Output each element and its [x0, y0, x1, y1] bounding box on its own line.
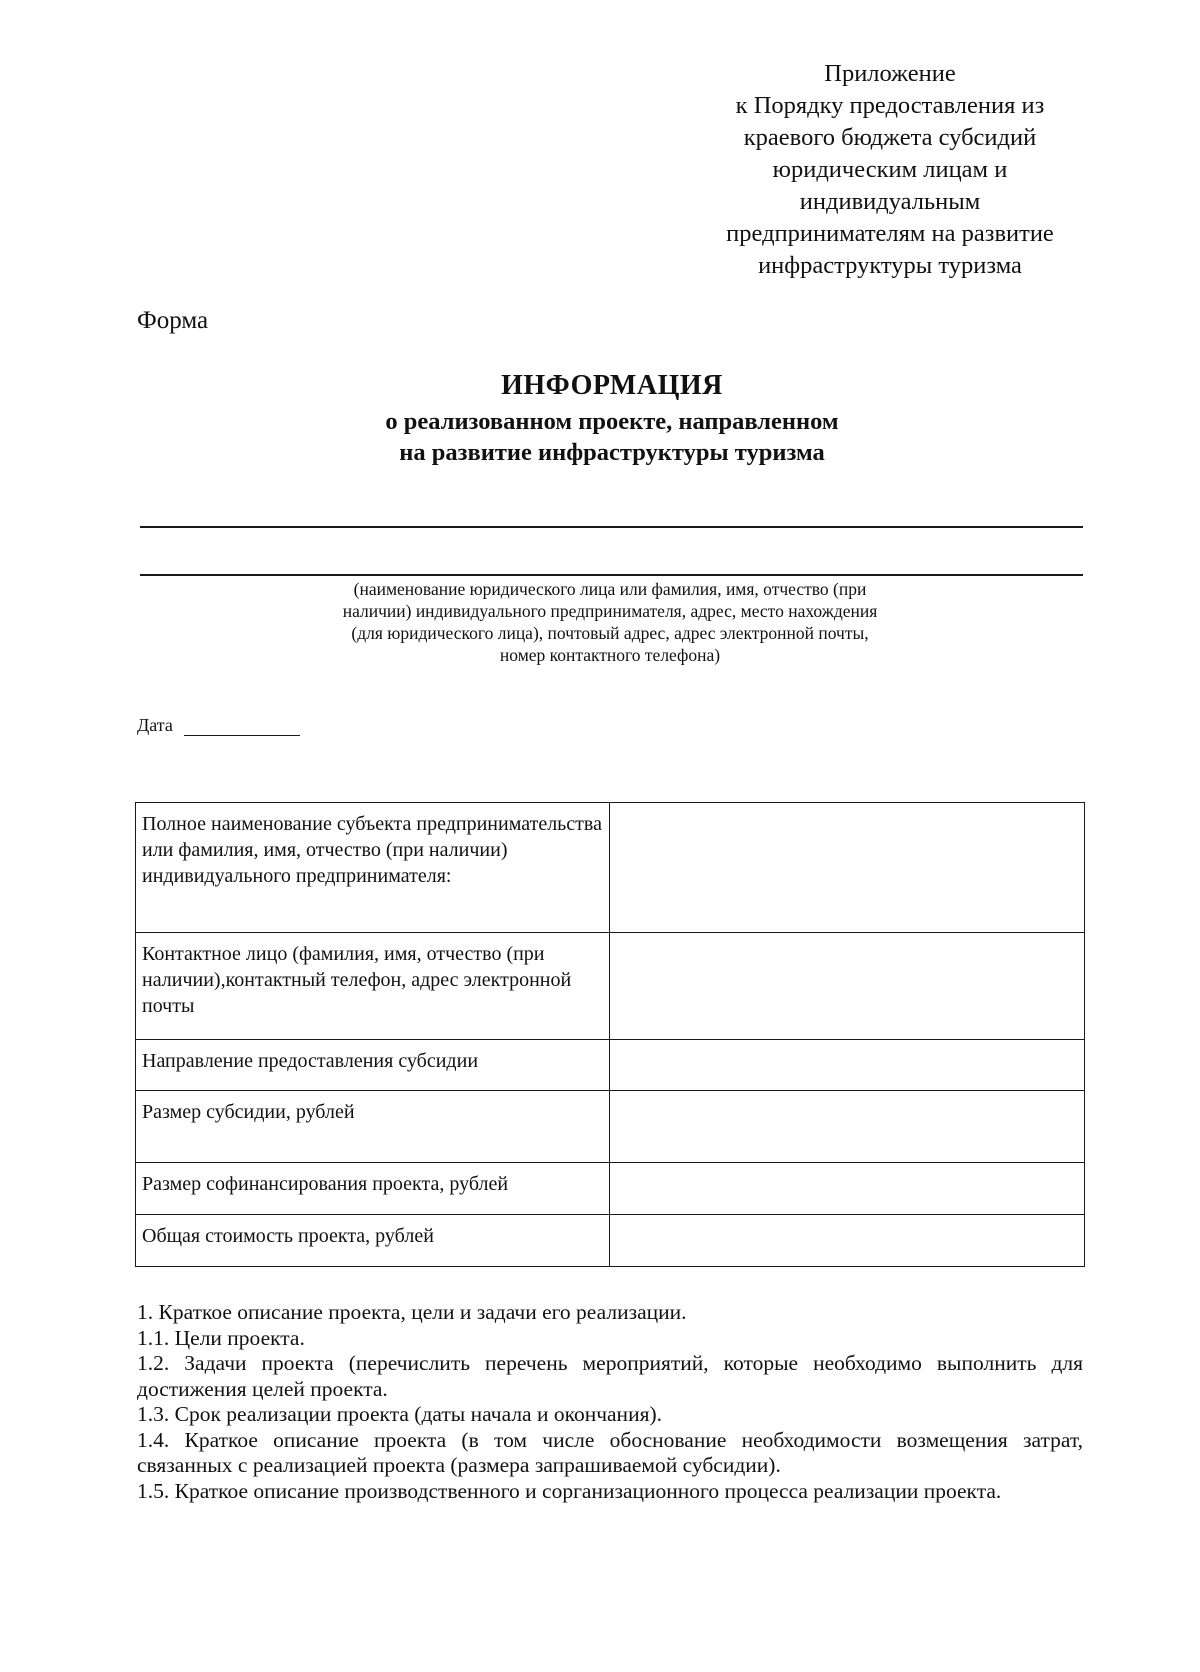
- project-info-table: [135, 802, 1085, 1267]
- list-item: 1.2. Задачи проекта (перечислить перечень мероприятий, которые необходимо выполнить для достижения целей проекта.: [137, 1351, 1083, 1401]
- row-label: Направление предоставления субсидии: [136, 1040, 610, 1091]
- project-description-list: [137, 1300, 1083, 1504]
- hint-line: (для юридического лица), почтовый адрес, адрес электронной почты,: [351, 623, 869, 643]
- row-label: Размер субсидии, рублей: [136, 1091, 610, 1163]
- document-title: ИНФОРМАЦИЯ: [501, 370, 723, 401]
- table-row: [136, 1040, 1085, 1091]
- row-value-cell[interactable]: [610, 1091, 1085, 1163]
- table-row: [136, 1163, 1085, 1215]
- list-item: 1.1. Цели проекта.: [137, 1325, 305, 1350]
- subtitle-line-1: о реализованном проекте, направленном: [385, 408, 839, 435]
- list-item: 1. Краткое описание проекта, цели и задачи его реализации.: [137, 1300, 687, 1324]
- date-label: Дата: [137, 715, 173, 735]
- list-item: 1.5. Краткое описание производственного и сорганизационного процесса реализации проекта.: [137, 1478, 1002, 1503]
- appendix-header: [680, 58, 1100, 282]
- appendix-line: Приложение: [824, 60, 956, 87]
- hint-line: номер контактного телефона): [499, 645, 721, 665]
- row-label: Размер софинансирования проекта, рублей: [136, 1163, 610, 1215]
- row-label: Контактное лицо (фамилия, имя, отчество (при наличии),контактный телефон, адрес электронной почты: [136, 933, 610, 1040]
- date-fill-line[interactable]: [184, 735, 300, 736]
- appendix-line: краевого бюджета субсидий: [743, 124, 1037, 151]
- hint-line: наличии) индивидуального предпринимателя, адрес, место нахождения: [342, 601, 878, 621]
- row-value-cell[interactable]: [610, 803, 1085, 933]
- appendix-line: индивидуальным: [799, 188, 981, 215]
- row-value-cell[interactable]: [610, 1163, 1085, 1215]
- list-item: 1.3. Срок реализации проекта (даты начала и окончания).: [137, 1402, 662, 1426]
- applicant-fill-line-1[interactable]: [140, 526, 1083, 528]
- row-value-cell[interactable]: [610, 1040, 1085, 1091]
- subtitle-line-2: на развитие инфраструктуры туризма: [399, 439, 825, 466]
- applicant-hint: [290, 578, 930, 666]
- applicant-fill-line-2[interactable]: [140, 574, 1083, 576]
- table-row: [136, 1091, 1085, 1163]
- row-value-cell[interactable]: [610, 933, 1085, 1040]
- row-label: Полное наименование субъекта предпринимательства или фамилия, имя, отчество (при наличии) индивидуального предпринимателя:: [136, 803, 610, 933]
- table-row: [136, 933, 1085, 1040]
- list-item: 1.4. Краткое описание проекта (в том числе обоснование необходимости возмещения затрат, связанных с реализацией проекта (размера запрашиваемой субсидии).: [137, 1427, 1083, 1477]
- row-value-cell[interactable]: [610, 1215, 1085, 1267]
- table-row: [136, 1215, 1085, 1267]
- appendix-line: юридическим лицам и: [772, 156, 1008, 183]
- document-subtitle: [137, 406, 1087, 468]
- appendix-line: предпринимателям на развитие: [726, 220, 1054, 247]
- appendix-line: инфраструктуры туризма: [758, 252, 1022, 279]
- form-label: Форма: [137, 307, 209, 334]
- hint-line: (наименование юридического лица или фамилия, имя, отчество (при: [353, 579, 867, 599]
- row-label: Общая стоимость проекта, рублей: [136, 1215, 610, 1267]
- table-row: [136, 803, 1085, 933]
- appendix-line: к Порядку предоставления из: [735, 92, 1045, 119]
